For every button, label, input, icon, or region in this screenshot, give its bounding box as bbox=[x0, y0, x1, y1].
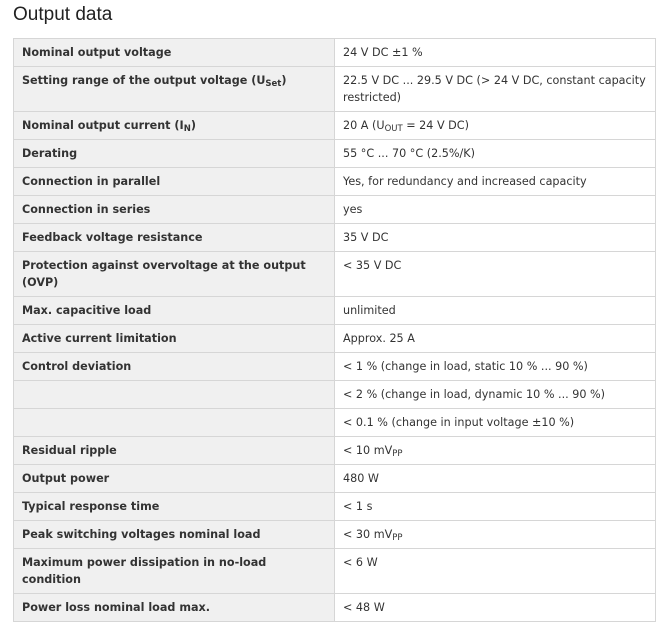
spec-value: Approx. 25 A bbox=[335, 325, 656, 353]
spec-label bbox=[14, 409, 335, 437]
section-title: Output data bbox=[13, 4, 113, 25]
spec-value: < 48 W bbox=[335, 594, 656, 622]
spec-value: < 6 W bbox=[335, 549, 656, 594]
table-row bbox=[14, 39, 656, 67]
table-row bbox=[14, 140, 656, 168]
table-row bbox=[14, 409, 656, 437]
spec-value: 24 V DC ±1 % bbox=[335, 39, 656, 67]
table-row bbox=[14, 437, 656, 465]
spec-value: < 1 s bbox=[335, 493, 656, 521]
table-row bbox=[14, 297, 656, 325]
table-row bbox=[14, 521, 656, 549]
spec-label: Connection in parallel bbox=[14, 168, 335, 196]
table-row bbox=[14, 224, 656, 252]
spec-label: Derating bbox=[14, 140, 335, 168]
spec-label: Max. capacitive load bbox=[14, 297, 335, 325]
spec-label: Maximum power dissipation in no-load condition bbox=[14, 549, 335, 594]
spec-label: Setting range of the output voltage $(U_{Set})$ bbox=[14, 67, 335, 112]
spec-value: < 30 $mV_{PP}$ bbox=[335, 521, 656, 549]
spec-value: 55 °C ... 70 °C (2.5%/K) bbox=[335, 140, 656, 168]
spec-label: Power loss nominal load max. bbox=[14, 594, 335, 622]
table-row bbox=[14, 67, 656, 112]
table-row bbox=[14, 465, 656, 493]
spec-label: Nominal output voltage bbox=[14, 39, 335, 67]
spec-value: < 35 V DC bbox=[335, 252, 656, 297]
spec-label: Control deviation bbox=[14, 353, 335, 381]
spec-value: unlimited bbox=[335, 297, 656, 325]
table-row bbox=[14, 168, 656, 196]
table-row bbox=[14, 196, 656, 224]
spec-label: Feedback voltage resistance bbox=[14, 224, 335, 252]
output-data-table bbox=[13, 38, 656, 622]
spec-label: Active current limitation bbox=[14, 325, 335, 353]
spec-value: 22.5 V DC ... 29.5 V DC (> 24 V DC, constant capacity restricted) bbox=[335, 67, 656, 112]
spec-label: Nominal output current $(I_N)$ bbox=[14, 112, 335, 140]
spec-label: Output power bbox=[14, 465, 335, 493]
spec-value: 35 V DC bbox=[335, 224, 656, 252]
spec-value: < 1 % (change in load, static 10 % ... 90 %) bbox=[335, 353, 656, 381]
spec-label bbox=[14, 381, 335, 409]
table-row bbox=[14, 493, 656, 521]
spec-label: Protection against overvoltage at the output (OVP) bbox=[14, 252, 335, 297]
table-row bbox=[14, 549, 656, 594]
spec-value: < 2 % (change in load, dynamic 10 % ... 90 %) bbox=[335, 381, 656, 409]
spec-label: Typical response time bbox=[14, 493, 335, 521]
spec-value: yes bbox=[335, 196, 656, 224]
table-row bbox=[14, 353, 656, 381]
table-row bbox=[14, 381, 656, 409]
spec-value: Yes, for redundancy and increased capacity bbox=[335, 168, 656, 196]
spec-value: < 0.1 % (change in input voltage ±10 %) bbox=[335, 409, 656, 437]
spec-label: Connection in series bbox=[14, 196, 335, 224]
table-row bbox=[14, 112, 656, 140]
table-row bbox=[14, 325, 656, 353]
table-row bbox=[14, 252, 656, 297]
table-row bbox=[14, 594, 656, 622]
spec-value: 20 A ($U_{OUT} = 24$ V DC) bbox=[335, 112, 656, 140]
spec-label: Residual ripple bbox=[14, 437, 335, 465]
spec-value: < 10 $mV_{PP}$ bbox=[335, 437, 656, 465]
spec-value: 480 W bbox=[335, 465, 656, 493]
spec-label: Peak switching voltages nominal load bbox=[14, 521, 335, 549]
